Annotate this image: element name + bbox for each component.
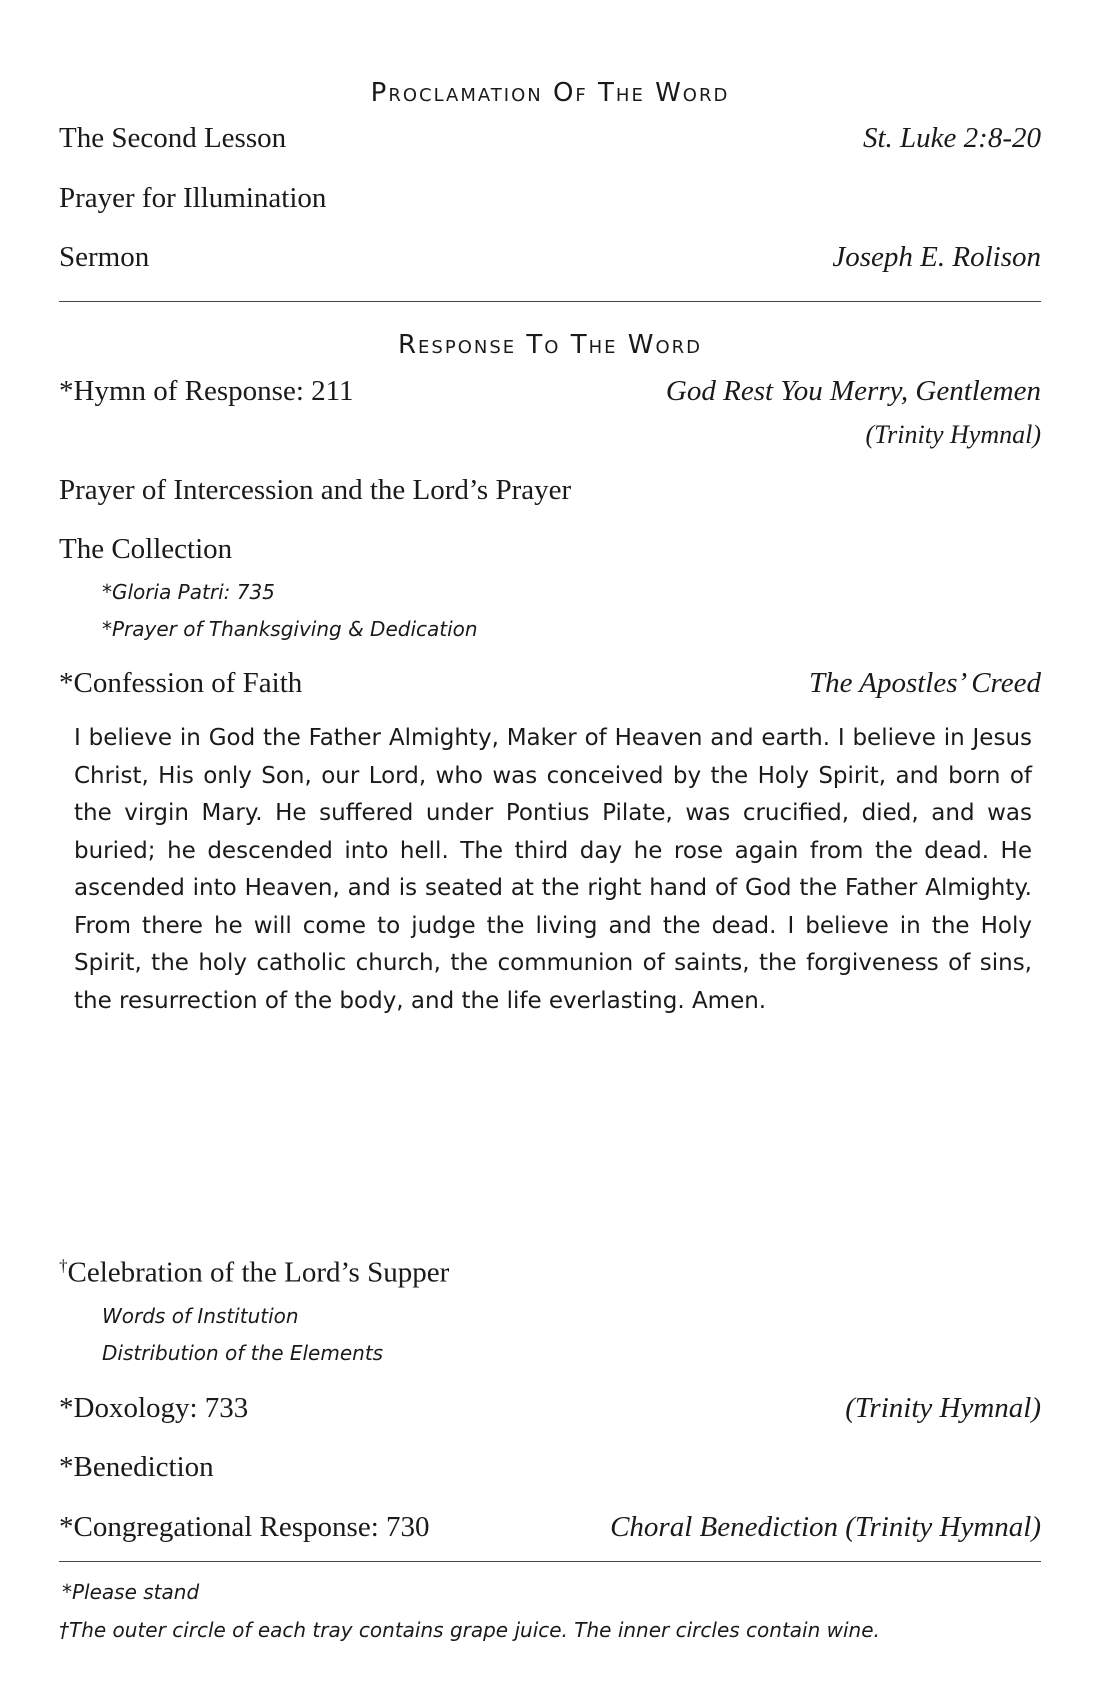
lords-supper-heading <box>59 1256 449 1290</box>
congregational-response-title: Choral Benediction (Trinity Hymnal) <box>610 1511 1041 1543</box>
prayer-intercession-row <box>59 474 1041 514</box>
doxology-row <box>59 1392 1041 1432</box>
lords-supper-row <box>59 1256 1041 1296</box>
lords-supper-label: Celebration of the Lord’s Supper <box>67 1256 450 1289</box>
confession-label: *Confession of Faith <box>59 667 303 699</box>
sermon-preacher: Joseph E. Rolison <box>832 241 1041 273</box>
hymn-response-title: God Rest You Merry, Gentlemen <box>665 375 1041 407</box>
doxology-label: *Doxology: 733 <box>59 1392 249 1424</box>
footnote-stand: *Please stand <box>62 1580 200 1604</box>
second-lesson-label: The Second Lesson <box>59 122 287 154</box>
section-divider <box>59 301 1041 302</box>
footer-divider <box>59 1561 1041 1562</box>
congregational-response-row <box>59 1511 1041 1551</box>
response-heading: Response To The Word <box>397 330 703 360</box>
hymn-response-label: *Hymn of Response: 211 <box>59 375 354 407</box>
doxology-hymnal: (Trinity Hymnal) <box>845 1392 1041 1424</box>
hymn-response-row <box>59 375 1041 415</box>
gloria-patri: *Gloria Patri: 735 <box>102 580 275 604</box>
benediction-row <box>59 1451 1041 1491</box>
words-institution: Words of Institution <box>102 1304 299 1328</box>
proclamation-heading: Proclamation Of The Word <box>370 78 730 108</box>
prayer-illumination-row <box>59 182 1041 222</box>
dagger-mark: † <box>59 1256 68 1275</box>
confession-creed-title: The Apostles’ Creed <box>809 667 1041 699</box>
congregational-response-label: *Congregational Response: 730 <box>59 1511 430 1543</box>
collection-row <box>59 533 1041 573</box>
footnote-tray <box>59 1618 880 1642</box>
prayer-illumination-label: Prayer for Illumination <box>59 182 327 214</box>
second-lesson-row <box>59 122 1041 162</box>
sermon-label: Sermon <box>59 241 150 273</box>
prayer-thanksgiving: *Prayer of Thanksgiving & Dedication <box>102 617 478 641</box>
prayer-intercession-label: Prayer of Intercession and the Lord’s Prayer <box>59 474 572 506</box>
footnote-dagger: † <box>59 1618 69 1642</box>
confession-row <box>59 667 1041 707</box>
benediction-label: *Benediction <box>59 1451 214 1483</box>
hymn-response-hymnal: (Trinity Hymnal) <box>865 420 1041 449</box>
second-lesson-reference: St. Luke 2:8-20 <box>863 122 1041 154</box>
distribution-elements: Distribution of the Elements <box>102 1341 384 1365</box>
footnote-tray-text: The outer circle of each tray contains grape juice. The inner circles contain wine. <box>69 1618 880 1642</box>
sermon-row <box>59 241 1041 281</box>
collection-label: The Collection <box>59 533 233 565</box>
apostles-creed-text: I believe in God the Father Almighty, Maker of Heaven and earth. I believe in Jesus Christ, His only Son, our Lord, who was conceived by the Holy Spirit, and born of the virgin Mary. He suffered under Pontius Pilate, was crucified, died, and was buried; he descended into hell. The third day he rose again from the dead. He ascended into Heaven, and is seated at the right hand of God the Father Almighty. From there he will come to judge the living and the dead. I believe in the Holy Spirit, the holy catholic church, the communion of saints, the forgiveness of sins, the resurrection of the body, and the life everlasting. Amen. <box>74 725 1032 1014</box>
